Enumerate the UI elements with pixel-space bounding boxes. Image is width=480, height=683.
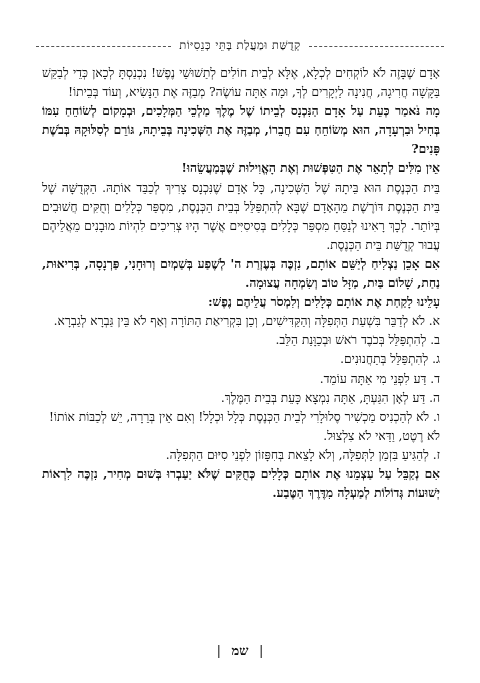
rule-item: ד. דַּע לִפְנֵי מִי אַתָּה עוֹמֵד. [319,371,440,386]
page-number: שמ [231,644,249,659]
paragraph: מָה נֹּאמַר כְּעֵת עַל אָדָם הַנִּכְנָס לְבֵיתוֹ שֶׁל מֶלֶךְ מַלְכֵי הַמְּלָכִים, וּבְמָקוֹם לְשׂוֹחֵחַ עִמּוֹ בְּחִיל וּבִרְעָדָה, הוּא מְשׂוֹחֵחַ עִם חֲבֵרוֹ, מְבַזֶּה אֶת הַשְּׁכִינָה בְּבֵיתָהּ, גּוֹרֵם לְסִלּוּקָהּ בְּבֹשֶׁת פָּנִים? [42,104,440,157]
footer-separator-right: | [258,644,264,659]
body-text [42,64,440,503]
rule-item: א. לֹא לְדַבֵּר בִּשְׁעַת הַתְּפִלָּה וְהַקַּדִּישִׁים, וְכֵן בִּקְרִיאַת הַתּוֹרָה וְאַף לֹא בֵּין גַּבְרָא לְגַבְרָא. [53,314,440,329]
running-header [36,38,444,52]
paragraph: אִם אָכֵן נַצְלִיחַ לְיַשֵּׁם אוֹתָם, נִזְכֶּה בְּעֶזְרַת ה' לְשֶׁפַע בְּשַׁמְיִם וְרוּחָנִי, פַּרְנָסָה, בְּרִיאוּת, נַחַת, שָׁלוֹם בַּיִת, מַזָּל טוֹב וְשִׂמְחָה עֲצוּמָה. [42,256,440,291]
rule-item: ה. דַּע לְאָן הִגַּעְתָּ, אַתָּה נִמְצָא כָּעֵת בְּבֵית הַמֶּלֶךְ. [220,390,440,405]
rule-item: ג. לְהִתְפַּלֵּל בְּתַחֲנוּנִים. [340,352,440,367]
paragraph: אֵין מִלִּים לְתָאֵר אֶת הַטִּפְּשׁוּת וְאֶת הָאֱוִילוּת שֶׁבְּמַעֲשֵׂהוּ! [181,161,440,176]
footer-separator-left: | [216,644,221,659]
paragraph: בֵּית הַכְּנֶסֶת הוּא בֵּיתָהּ שֶׁל הַשְּׁכִינָה, כָּל אָדָם שֶׁנִּכְנָס צָרִיךְ לְכַבֵּד אוֹתָהּ. הַקְּדֻשָּׁה שֶׁל בֵּית הַכְּנֶסֶת דּוֹרֶשֶׁת מֵהָאָדָם שֶׁבָּא לְהִתְפַּלֵּל בְּבֵית הַכְּנֶסֶת, מִסְפַּר כְּלָלִים וְחֻקִּים חֲשׁוּבִים בְּיוֹתֵר. לְכָךְ רָאִינוּ לְנַסֵּחַ מִסְפַּר כְּלָלִים בְּסִיסִיִּים אֲשֶׁר הָיוּ צְרִיכִים לִהְיוֹת מוּבָנִים מֵאֲלֵיהֶם עֲבוּר קְדֻשַּׁת בֵּית הַכְּנֶסֶת. [42,180,440,252]
header-title: קְדֻשַּׁת וּמַעֲלַת בָּתֵּי כְּנֵסִיּוֹת [179,38,301,52]
header-rule-left [309,46,444,47]
rule-item: ב. לְהִתְפַּלֵּל בְּכֹבֶד רֹאשׁ וּבְכַוָּנַת הַלֵּב. [275,333,440,348]
page-footer [0,643,480,659]
rule-item: ו. לֹא לְהַכְנִיס מַכְשִׁיר סֶלוּלָרִי לְבֵית הַכְּנֶסֶת כְּלָל וּכְלָל! וְאִם אֵין בְּרֵרָה, יֵשׁ לְכַבּוֹת אוֹתוֹ! לֹא רֶטֶט, וַדַּאי לֹא צִלְצוּל. [48,409,440,443]
header-rule-right [36,46,171,47]
paragraph: עָלֵינוּ לָקַחַת אֶת אוֹתָם כְּלָלִים וְלִמְסֹר עֲלֵיהֶם נֶפֶשׁ: [208,295,440,310]
paragraph: אָדָם שֶׁבָּזֶה לֹא לוֹקְחִים לְכְלָא, אֶלָּא לְבֵית חוֹלִים לְתַשׁוּשֵׁי נֶפֶשׁ! נִכְנַסְתָּ לְכָאן כְּדֵי לְבַקֵּשׁ בַּקָּשָׁה חֲרִיגָה, חֲנִינָה לַיְקָרִים לְךָ, וּמָה אַתָּה עוֹשֶׂה? מְבַזֶּה אֶת הַנָּשִׂיא, וְעוֹד בְּבֵיתוֹ! [42,66,440,100]
closing-paragraph: אִם נְקַבֵּל עַל עַצְמֵנוּ אֶת אוֹתָם כְּלָלִים כְּחֻקִּים שֶׁלֹּא יַעַבְרוּ בְּשׁוּם מְחִיר, נִזְכֶּה לִרְאוֹת יְשׁוּעוֹת גְּדוֹלוֹת לְמַעְלָה מִדֶּרֶךְ הַטֶּבַע. [42,466,440,501]
rule-item: ז. לְהַגִּיעַ בִּזְמַן לַתְּפִלָּה, וְלֹא לָצֵאת בְּחִפָּזוֹן לִפְנֵי סִיּוּם הַתְּפִלָּה. [165,447,440,462]
